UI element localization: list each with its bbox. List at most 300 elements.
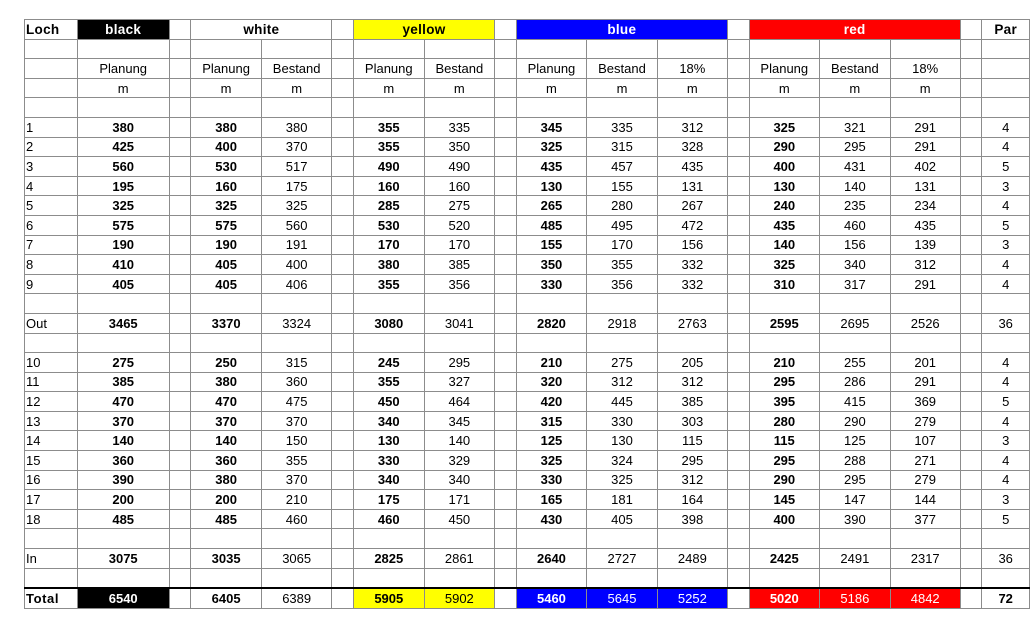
cell-par: 4 [982, 196, 1030, 216]
cell-loch: Out [25, 313, 78, 333]
spacer-cell [960, 215, 982, 235]
cell-par: 3 [982, 235, 1030, 255]
cell-red-p: 325 [749, 255, 820, 275]
spacer-cell [727, 509, 749, 529]
scorecard-table [24, 19, 1030, 609]
spacer-cell [169, 137, 191, 157]
cell-yellow-p: 3080 [354, 313, 425, 333]
cell-yellow-b: 490 [424, 157, 495, 177]
empty-cell [495, 294, 517, 314]
hole-row [25, 392, 1030, 412]
subheader-row [25, 59, 1030, 79]
cell-red-18: 234 [890, 196, 960, 216]
cell-par: 4 [982, 470, 1030, 490]
spacer-cell [960, 431, 982, 451]
cell-red-b: 431 [820, 157, 891, 177]
spacer-cell [332, 215, 354, 235]
blank-row [25, 39, 1030, 59]
cell-blue-p: 350 [516, 255, 587, 275]
spacer-cell [495, 196, 517, 216]
spacer-cell [727, 451, 749, 471]
empty-cell [169, 568, 191, 588]
spacer-cell [169, 549, 191, 569]
empty-cell [25, 529, 78, 549]
cell-loch: 7 [25, 235, 78, 255]
spacer-cell [960, 372, 982, 392]
spacer-cell [169, 274, 191, 294]
cell-white-p: 370 [191, 411, 262, 431]
cell-white-b: 370 [261, 411, 332, 431]
empty-cell [424, 568, 495, 588]
spacer-cell [495, 157, 517, 177]
empty-cell [516, 333, 587, 353]
cell-loch: 16 [25, 470, 78, 490]
blank-row [25, 568, 1030, 588]
empty-cell [587, 294, 658, 314]
empty-cell [727, 568, 749, 588]
cell-blue-18: 398 [657, 509, 727, 529]
cell-par: 4 [982, 255, 1030, 275]
cell-white-b: 6389 [261, 588, 332, 608]
cell-red-18: 131 [890, 176, 960, 196]
cell-white-b: 380 [261, 117, 332, 137]
cell-red-p: 325 [749, 117, 820, 137]
unit-label: m [261, 78, 332, 98]
spacer-cell [495, 255, 517, 275]
cell-yellow-b: 295 [424, 353, 495, 373]
cell-yellow-p: 530 [354, 215, 425, 235]
spacer-cell [169, 235, 191, 255]
empty-cell [960, 529, 982, 549]
cell-yellow-b: 520 [424, 215, 495, 235]
empty-cell [332, 39, 354, 59]
cell-white-b: 210 [261, 490, 332, 510]
cell-blue-b: 312 [587, 372, 658, 392]
cell-yellow-p: 175 [354, 490, 425, 510]
tee-black-header: black [77, 20, 169, 40]
column-label-planung: Planung [191, 59, 262, 79]
empty-cell [169, 333, 191, 353]
cell-yellow-p: 330 [354, 451, 425, 471]
cell-blue-18: 312 [657, 470, 727, 490]
cell-loch: 4 [25, 176, 78, 196]
cell-blue-b: 170 [587, 235, 658, 255]
cell-blue-p: 155 [516, 235, 587, 255]
cell-yellow-p: 340 [354, 411, 425, 431]
empty-cell [77, 98, 169, 118]
cell-red-b: 295 [820, 470, 891, 490]
empty-cell [261, 98, 332, 118]
cell-white-b: 325 [261, 196, 332, 216]
spacer-cell [169, 176, 191, 196]
unit-label: m [516, 78, 587, 98]
cell-red-p: 400 [749, 157, 820, 177]
cell-yellow-b: 275 [424, 196, 495, 216]
cell-red-18: 279 [890, 411, 960, 431]
empty-cell [424, 294, 495, 314]
spacer-cell [332, 411, 354, 431]
cell-yellow-b: 2861 [424, 549, 495, 569]
cell-blue-18: 435 [657, 157, 727, 177]
empty-cell [890, 529, 960, 549]
empty-cell [982, 294, 1030, 314]
cell-yellow-b: 356 [424, 274, 495, 294]
empty-cell [354, 333, 425, 353]
cell-white-p: 200 [191, 490, 262, 510]
cell-red-p: 130 [749, 176, 820, 196]
cell-blue-p: 210 [516, 353, 587, 373]
unit-label: m [77, 78, 169, 98]
cell-blue-p: 165 [516, 490, 587, 510]
hole-row [25, 235, 1030, 255]
cell-red-b: 295 [820, 137, 891, 157]
cell-white-p: 3035 [191, 549, 262, 569]
cell-white-b: 560 [261, 215, 332, 235]
cell-white-p: 140 [191, 431, 262, 451]
spacer-cell [727, 588, 749, 608]
total-row [25, 588, 1030, 608]
cell-red-p: 140 [749, 235, 820, 255]
cell-white-b: 400 [261, 255, 332, 275]
cell-blue-18: 205 [657, 353, 727, 373]
empty-cell [495, 78, 517, 98]
cell-loch: In [25, 549, 78, 569]
hole-row [25, 411, 1030, 431]
cell-blue-p: 435 [516, 157, 587, 177]
spacer-cell [495, 490, 517, 510]
cell-red-p: 145 [749, 490, 820, 510]
cell-red-18: 291 [890, 274, 960, 294]
spacer-cell [169, 490, 191, 510]
cell-par: 3 [982, 176, 1030, 196]
empty-cell [77, 529, 169, 549]
spacer-cell [495, 117, 517, 137]
empty-cell [424, 39, 495, 59]
cell-white-p: 3370 [191, 313, 262, 333]
hole-row [25, 470, 1030, 490]
cell-red-18: 201 [890, 353, 960, 373]
spacer-cell [727, 137, 749, 157]
cell-red-b: 288 [820, 451, 891, 471]
cell-yellow-p: 490 [354, 157, 425, 177]
cell-blue-18: 332 [657, 274, 727, 294]
spacer-cell [169, 117, 191, 137]
empty-cell [516, 529, 587, 549]
unit-row [25, 78, 1030, 98]
cell-red-p: 5020 [749, 588, 820, 608]
tee-blue-header: blue [516, 20, 727, 40]
cell-black: 3465 [77, 313, 169, 333]
spacer-cell [727, 353, 749, 373]
spacer-cell [169, 470, 191, 490]
empty-cell [890, 294, 960, 314]
cell-par: 5 [982, 157, 1030, 177]
hole-row [25, 215, 1030, 235]
empty-cell [261, 39, 332, 59]
spacer-cell [169, 20, 191, 40]
cell-blue-18: 385 [657, 392, 727, 412]
empty-cell [587, 98, 658, 118]
tee-red-header: red [749, 20, 960, 40]
cell-blue-p: 2640 [516, 549, 587, 569]
cell-blue-p: 325 [516, 137, 587, 157]
cell-white-b: 360 [261, 372, 332, 392]
cell-red-18: 2526 [890, 313, 960, 333]
cell-black: 470 [77, 392, 169, 412]
cell-blue-18: 115 [657, 431, 727, 451]
cell-red-b: 290 [820, 411, 891, 431]
cell-blue-b: 324 [587, 451, 658, 471]
cell-yellow-p: 355 [354, 274, 425, 294]
spacer-cell [727, 20, 749, 40]
cell-black: 190 [77, 235, 169, 255]
cell-red-18: 291 [890, 117, 960, 137]
hole-row [25, 274, 1030, 294]
empty-cell [657, 529, 727, 549]
spacer-cell [169, 196, 191, 216]
empty-cell [749, 529, 820, 549]
empty-cell [169, 78, 191, 98]
cell-blue-18: 303 [657, 411, 727, 431]
spacer-cell [960, 196, 982, 216]
cell-yellow-b: 327 [424, 372, 495, 392]
spacer-cell [332, 588, 354, 608]
column-label-planung: Planung [749, 59, 820, 79]
empty-cell [749, 98, 820, 118]
empty-cell [495, 39, 517, 59]
tee-white-header: white [191, 20, 332, 40]
spacer-cell [332, 549, 354, 569]
cell-white-b: 475 [261, 392, 332, 412]
cell-yellow-b: 140 [424, 431, 495, 451]
empty-cell [424, 98, 495, 118]
spacer-cell [332, 509, 354, 529]
empty-cell [727, 39, 749, 59]
cell-yellow-p: 170 [354, 235, 425, 255]
cell-white-b: 370 [261, 470, 332, 490]
cell-white-p: 380 [191, 470, 262, 490]
column-label-bestand: Bestand [587, 59, 658, 79]
empty-cell [820, 39, 891, 59]
cell-par: 4 [982, 411, 1030, 431]
cell-blue-18: 472 [657, 215, 727, 235]
spacer-cell [960, 313, 982, 333]
spacer-cell [727, 274, 749, 294]
spacer-cell [169, 372, 191, 392]
in-row [25, 549, 1030, 569]
cell-blue-18: 328 [657, 137, 727, 157]
cell-yellow-b: 329 [424, 451, 495, 471]
cell-blue-18: 267 [657, 196, 727, 216]
cell-red-b: 390 [820, 509, 891, 529]
cell-blue-b: 2918 [587, 313, 658, 333]
cell-yellow-p: 355 [354, 137, 425, 157]
cell-loch: 18 [25, 509, 78, 529]
cell-red-b: 415 [820, 392, 891, 412]
empty-cell [77, 568, 169, 588]
spacer-cell [960, 549, 982, 569]
spacer-cell [727, 176, 749, 196]
cell-black: 275 [77, 353, 169, 373]
spacer-cell [169, 509, 191, 529]
empty-cell [191, 529, 262, 549]
cell-black: 405 [77, 274, 169, 294]
cell-par: 4 [982, 451, 1030, 471]
empty-cell [424, 529, 495, 549]
cell-par: 4 [982, 353, 1030, 373]
empty-cell [191, 568, 262, 588]
spacer-cell [332, 451, 354, 471]
cell-red-18: 402 [890, 157, 960, 177]
empty-cell [25, 294, 78, 314]
spacer-cell [495, 176, 517, 196]
empty-cell [332, 294, 354, 314]
spacer-cell [960, 470, 982, 490]
cell-black: 360 [77, 451, 169, 471]
cell-blue-b: 315 [587, 137, 658, 157]
blank-row [25, 98, 1030, 118]
spacer-cell [332, 431, 354, 451]
unit-label: m [587, 78, 658, 98]
cell-yellow-p: 450 [354, 392, 425, 412]
cell-white-p: 470 [191, 392, 262, 412]
cell-white-p: 400 [191, 137, 262, 157]
unit-label: m [354, 78, 425, 98]
cell-red-b: 5186 [820, 588, 891, 608]
cell-par: 5 [982, 392, 1030, 412]
spacer-cell [727, 255, 749, 275]
column-label-bestand: Bestand [424, 59, 495, 79]
cell-blue-b: 130 [587, 431, 658, 451]
empty-cell [25, 59, 78, 79]
cell-red-p: 395 [749, 392, 820, 412]
cell-black: 6540 [77, 588, 169, 608]
par-header: Par [982, 20, 1030, 40]
cell-blue-p: 430 [516, 509, 587, 529]
cell-yellow-b: 340 [424, 470, 495, 490]
spacer-cell [960, 20, 982, 40]
hole-row [25, 137, 1030, 157]
spacer-cell [960, 588, 982, 608]
cell-blue-18: 164 [657, 490, 727, 510]
unit-label: m [424, 78, 495, 98]
cell-red-18: 107 [890, 431, 960, 451]
spacer-cell [495, 137, 517, 157]
cell-black: 3075 [77, 549, 169, 569]
cell-white-p: 250 [191, 353, 262, 373]
spacer-cell [169, 411, 191, 431]
empty-cell [727, 529, 749, 549]
cell-white-b: 3065 [261, 549, 332, 569]
spacer-cell [495, 549, 517, 569]
hole-row [25, 431, 1030, 451]
spacer-cell [495, 353, 517, 373]
column-label-planung: Planung [77, 59, 169, 79]
spacer-cell [495, 235, 517, 255]
empty-cell [820, 568, 891, 588]
cell-blue-b: 405 [587, 509, 658, 529]
empty-cell [495, 529, 517, 549]
spacer-cell [727, 549, 749, 569]
cell-par: 36 [982, 549, 1030, 569]
cell-red-b: 156 [820, 235, 891, 255]
cell-blue-p: 320 [516, 372, 587, 392]
cell-blue-p: 345 [516, 117, 587, 137]
cell-red-p: 2425 [749, 549, 820, 569]
empty-cell [191, 333, 262, 353]
empty-cell [77, 294, 169, 314]
spacer-cell [960, 353, 982, 373]
spacer-cell [169, 313, 191, 333]
spacer-cell [495, 411, 517, 431]
empty-cell [332, 98, 354, 118]
cell-red-18: 291 [890, 137, 960, 157]
empty-cell [191, 39, 262, 59]
empty-cell [890, 333, 960, 353]
cell-red-b: 140 [820, 176, 891, 196]
cell-par: 5 [982, 509, 1030, 529]
spacer-cell [495, 431, 517, 451]
empty-cell [424, 333, 495, 353]
cell-par: 3 [982, 490, 1030, 510]
spacer-cell [727, 372, 749, 392]
cell-white-b: 175 [261, 176, 332, 196]
cell-blue-18: 156 [657, 235, 727, 255]
empty-cell [960, 78, 982, 98]
cell-blue-p: 125 [516, 431, 587, 451]
cell-red-18: 139 [890, 235, 960, 255]
cell-yellow-b: 464 [424, 392, 495, 412]
spacer-cell [727, 215, 749, 235]
cell-yellow-p: 245 [354, 353, 425, 373]
empty-cell [191, 98, 262, 118]
cell-red-p: 290 [749, 470, 820, 490]
spacer-cell [332, 470, 354, 490]
empty-cell [820, 98, 891, 118]
unit-label: m [657, 78, 727, 98]
cell-red-b: 125 [820, 431, 891, 451]
cell-blue-p: 130 [516, 176, 587, 196]
blank-row [25, 333, 1030, 353]
cell-yellow-b: 335 [424, 117, 495, 137]
empty-cell [890, 39, 960, 59]
cell-loch: 2 [25, 137, 78, 157]
empty-cell [727, 294, 749, 314]
empty-cell [982, 333, 1030, 353]
empty-cell [495, 333, 517, 353]
cell-yellow-b: 3041 [424, 313, 495, 333]
cell-par: 4 [982, 137, 1030, 157]
empty-cell [749, 294, 820, 314]
cell-white-b: 370 [261, 137, 332, 157]
out-row [25, 313, 1030, 333]
empty-cell [587, 39, 658, 59]
cell-red-p: 240 [749, 196, 820, 216]
cell-red-18: 312 [890, 255, 960, 275]
spacer-cell [495, 392, 517, 412]
spacer-cell [169, 392, 191, 412]
cell-blue-b: 457 [587, 157, 658, 177]
cell-red-b: 147 [820, 490, 891, 510]
spacer-cell [727, 411, 749, 431]
cell-yellow-p: 460 [354, 509, 425, 529]
spacer-cell [960, 137, 982, 157]
cell-white-p: 325 [191, 196, 262, 216]
cell-blue-18: 131 [657, 176, 727, 196]
cell-white-b: 150 [261, 431, 332, 451]
cell-yellow-p: 380 [354, 255, 425, 275]
cell-white-p: 380 [191, 117, 262, 137]
